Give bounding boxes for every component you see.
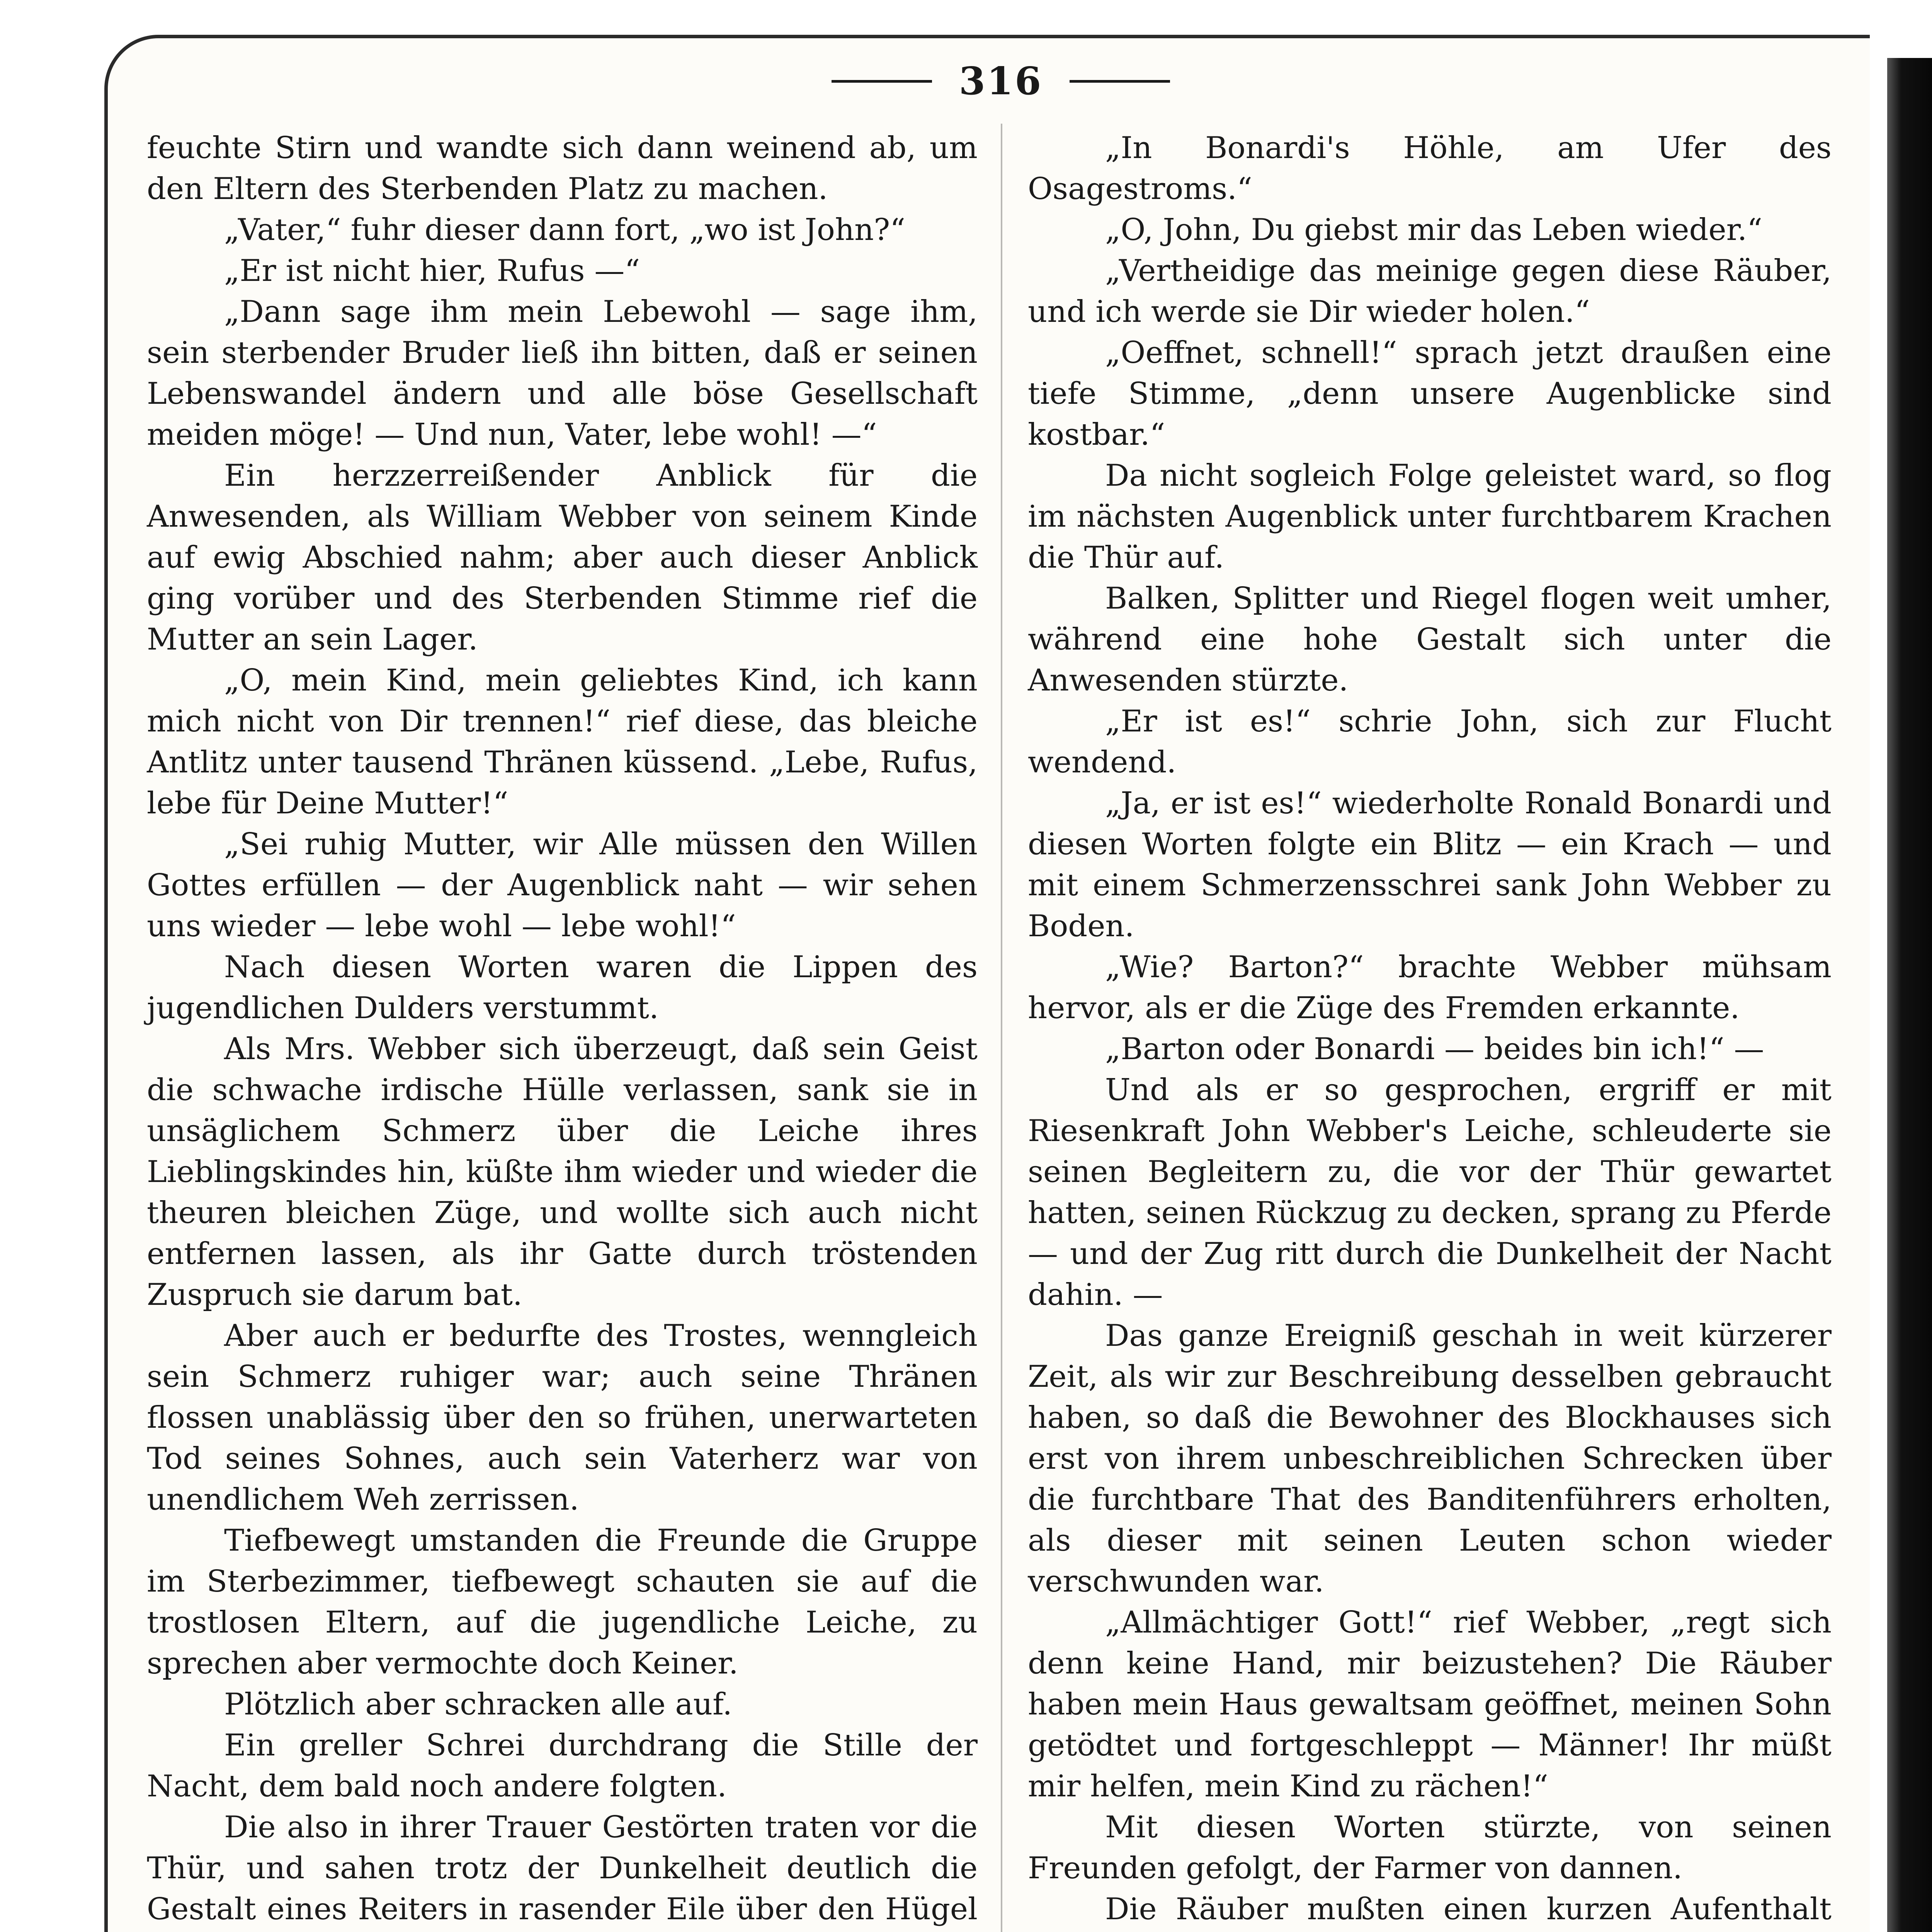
page-number: 316: [959, 59, 1043, 104]
paragraph: „Barton oder Bonardi — beides bin ich!“ —: [1105, 1032, 1764, 1066]
paragraph: „Er ist es!“ schrie John, sich zur Flucht wendend.: [1028, 704, 1832, 780]
right-column: [1028, 128, 1832, 1932]
paragraph: „Vertheidige das meinige gegen diese Räuber, und ich werde sie Dir wieder holen.“: [1028, 253, 1832, 329]
paragraph: Nach diesen Worten waren die Lippen des jugendlichen Dulders verstummt.: [147, 950, 978, 1026]
page-header: [827, 50, 1175, 112]
paragraph: „Allmächtiger Gott!“ rief Webber, „regt sich denn keine Hand, mir beizustehen? Die Räuber haben mein Haus gewaltsam geöffnet, meinen Sohn getödtet und fortgeschleppt — Männer! Ihr müßt mir helfen, mein Kind zu rächen!“: [1028, 1605, 1832, 1804]
column-divider: [1001, 124, 1002, 1932]
paragraph: „O, mein Kind, mein geliebtes Kind, ich kann mich nicht von Dir trennen!“ rief diese, das bleiche Antlitz unter tausend Thränen küssend. „Lebe, Rufus, lebe für Deine Mutter!“: [147, 663, 978, 821]
paragraph: Die also in ihrer Trauer Gestörten traten vor die Thür, und sahen trotz der Dunkelheit deutlich die Gestalt eines Reiters in rasender Eile über den Hügel: [147, 1810, 978, 1927]
paragraph: Ein greller Schrei durchdrang die Stille der Nacht, dem bald noch andere folgten.: [147, 1728, 978, 1804]
paragraph: „Wie? Barton?“ brachte Webber mühsam hervor, als er die Züge des Fremden erkannte.: [1028, 950, 1832, 1026]
paragraph: feuchte Stirn und wandte sich dann weinend ab, um den Eltern des Sterbenden Platz zu machen.: [147, 131, 978, 206]
paragraph: Das ganze Ereigniß geschah in weit kürzerer Zeit, als wir zur Beschreibung desselben gebraucht haben, so daß die Bewohner des Blockhauses sich erst von ihrem unbeschreiblichen Schrecken über die furchtbare That des Banditenführers erholten, als dieser mit seinen Leuten schon wieder verschwunden war.: [1028, 1318, 1832, 1599]
paragraph: „Er ist nicht hier, Rufus —“: [224, 253, 640, 288]
paragraph: Plötzlich aber schracken alle auf.: [224, 1687, 732, 1722]
paragraph: Aber auch er bedurfte des Trostes, wenngleich sein Schmerz ruhiger war; auch seine Thränen flossen unablässig über den so frühen, unerwarteten Tod seines Sohnes, auch sein Vaterherz war von unendlichem Weh zerrissen.: [147, 1318, 978, 1517]
paragraph: „Dann sage ihm mein Lebewohl — sage ihm, sein sterbender Bruder ließ ihn bitten, daß er seinen Lebenswandel ändern und alle böse Gesellschaft meiden möge! — Und nun, Vater, lebe wohl! —“: [147, 294, 978, 452]
paragraph: Balken, Splitter und Riegel flogen weit umher, während eine hohe Gestalt sich unter die Anwesenden stürzte.: [1028, 581, 1832, 698]
left-column: [147, 128, 978, 1932]
scan-edge-shadow: [1887, 58, 1932, 1932]
header-rule-left: [832, 80, 932, 83]
paragraph: „O, John, Du giebst mir das Leben wieder.“: [1105, 213, 1763, 247]
paragraph: „Sei ruhig Mutter, wir Alle müssen den Willen Gottes erfüllen — der Augenblick naht — wir sehen uns wieder — lebe wohl — lebe wohl!“: [147, 827, 978, 944]
paragraph: „Vater,“ fuhr dieser dann fort, „wo ist John?“: [224, 213, 906, 247]
paragraph: Als Mrs. Webber sich überzeugt, daß sein Geist die schwache irdische Hülle verlassen, sank sie in unsäglichem Schmerz über die Leiche ihres Lieblingskindes hin, küßte ihm wieder und wieder die theuren bleichen Züge, und wollte sich auch nicht entfernen lassen, als ihr Gatte durch tröstenden Zuspruch sie darum bat.: [147, 1032, 978, 1312]
paragraph: „Ja, er ist es!“ wiederholte Ronald Bonardi und diesen Worten folgte ein Blitz — ein Krach — und mit einem Schmerzensschrei sank John Webber zu Boden.: [1028, 786, 1832, 944]
paragraph: „In Bonardi's Höhle, am Ufer des Osagestroms.“: [1028, 131, 1832, 206]
paragraph: „Oeffnet, schnell!“ sprach jetzt draußen eine tiefe Stimme, „denn unsere Augenblicke sind kostbar.“: [1028, 335, 1832, 452]
paragraph: Und als er so gesprochen, ergriff er mit Riesenkraft John Webber's Leiche, schleuderte sie seinen Begleitern zu, die vor der Thür gewartet hatten, seinen Rückzug zu decken, sprang zu Pferde — und der Zug ritt durch die Dunkelheit der Nacht dahin. —: [1028, 1073, 1832, 1312]
paragraph: Mit diesen Worten stürzte, von seinen Freunden gefolgt, der Farmer von dannen.: [1028, 1810, 1832, 1886]
paragraph: Tiefbewegt umstanden die Freunde die Gruppe im Sterbezimmer, tiefbewegt schauten sie auf die trostlosen Eltern, auf die jugendliche Leiche, zu sprechen aber vermochte doch Keiner.: [147, 1523, 978, 1681]
paragraph: Die Räuber mußten einen kurzen Aufenthalt: [1105, 1892, 1832, 1927]
paragraph: Da nicht sogleich Folge geleistet ward, so flog im nächsten Augenblick unter furchtbarem Krachen die Thür auf.: [1028, 458, 1832, 575]
paragraph: Ein herzzerreißender Anblick für die Anwesenden, als William Webber von seinem Kinde auf ewig Abschied nahm; aber auch dieser Anblick ging vorüber und des Sterbenden Stimme rief die Mutter an sein Lager.: [147, 458, 978, 657]
header-rule-right: [1070, 80, 1170, 83]
